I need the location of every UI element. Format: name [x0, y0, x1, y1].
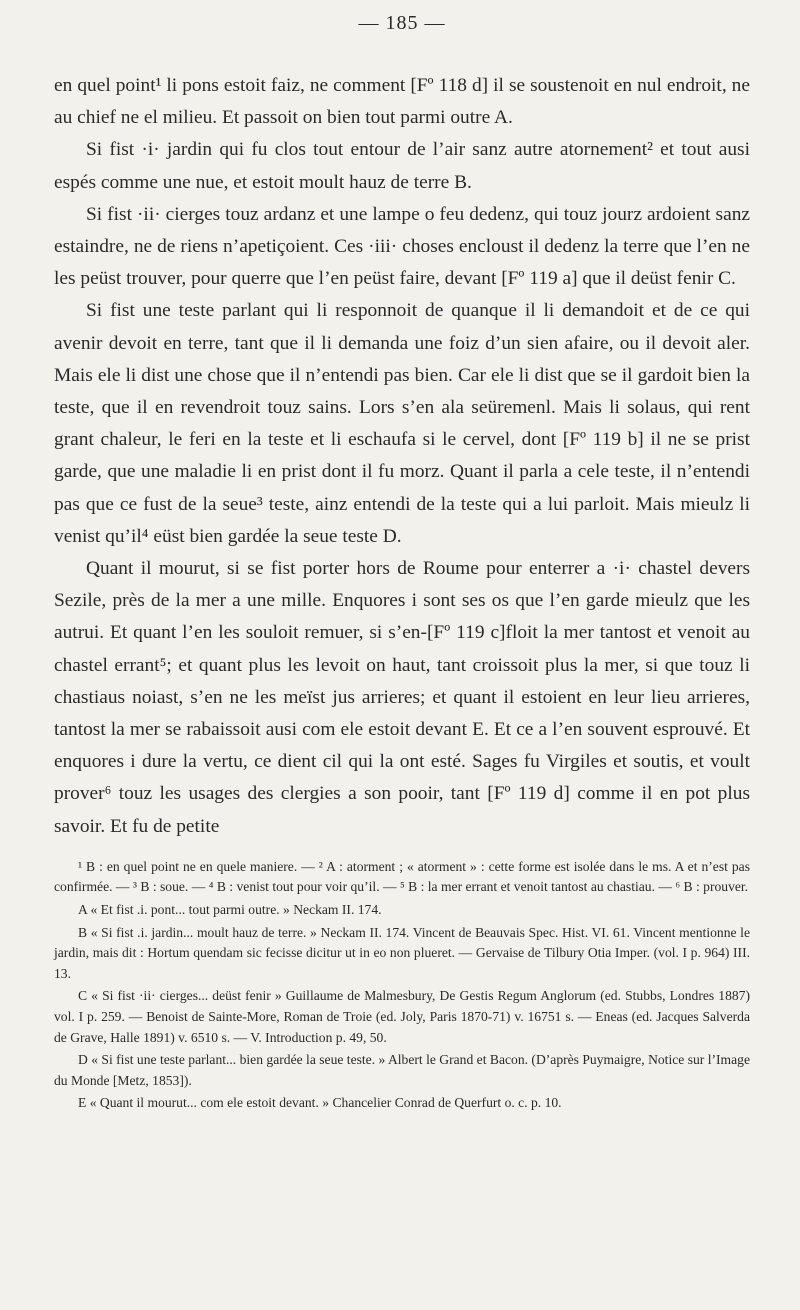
paragraph: Quant il mourut, si se fist porter hors de Roume pour enterrer a ·i· chastel devers Sezile, près de la mer a une mille. Enquores i sont ses os que l’en garde mieulz que les autrui. Et quant l’en les souloit remuer, si s’en-[Fº 119 c]floit la mer tantost et venoit au chastel errant⁵; et quant plus les levoit on haut, tant croissoit plus la mer, si que touz li chastiaus noiast, s’en ne les meïst jus arrieres; et quant il estoient en leur lieu arrieres, tantost la mer se rabaissoit ausi com ele estoit devant E. Et ce a l’en souvent esprouvé. Et enquores i dure la vertu, ce dient cil qui la ont esté. Sages fu Virgiles et soutis, et voult prover⁶ touz les usages des clergies a son pooir, tant [Fº 119 d] comme il en pot plus savoir. Et fu de petite [54, 558, 750, 837]
footnote-source: B « Si fist .i. jardin... moult hauz de terre. » Neckam II. 174. Vincent de Beauvais Spec. Hist. VI. 61. Vincent mentionne le jardin, mais dit : Hortum quendam sic fecisse dicitur ut in eo non plueret. — Gervaise de Tilbury Otia Imper. (vol. I p. 964) III. 13. [54, 924, 750, 981]
footnote-variants: ¹ B : en quel point ne en quele maniere. — ² A : atorment ; « atorment » : cette forme est isolée dans le ms. A et n’est pas confirmée. — ³ B : soue. — ⁴ B : venist tout pour voir qu’il. — ⁵ B : la mer errant et venoit tantost au chastiau. — ⁶ B : prouver. [54, 858, 750, 895]
paragraph: Si fist une teste parlant qui li responnoit de quanque il li demandoit et de ce qui avenir devoit en terre, tant que il li demanda une foiz d’un sien afaire, ou il devoit aler. Mais ele li dist une chose que il n’entendi pas bien. Car ele li dist que se il gardoit bien la teste, que il en revendroit touz sains. Lors s’en ala seüremenl. Mais li solaus, qui rent grant chaleur, le feri en la teste et li eschaufa si le cervel, dont [Fº 119 b] il ne se prist garde, que une maladie li en prist dont il fu morz. Quant il parla a cele teste, il n’entendi pas que ce fust de la seue³ teste, ainz entendi de la teste qui a lui parloit. Mais mieulz li venist qu’il⁴ eüst bien gardée la seue teste D. [54, 300, 750, 547]
paragraph: en quel point¹ li pons estoit faiz, ne comment [Fº 118 d] il se soustenoit en nul endroit, ne au chief ne el milieu. Et passoit on bien tout parmi outre A. [54, 75, 750, 129]
footnote-source: D « Si fist une teste parlant... bien gardée la seue teste. » Albert le Grand et Bacon. (D’après Puymaigre, Notice sur l’Image du Monde [Metz, 1853]). [54, 1052, 750, 1088]
main-text [54, 70, 750, 843]
footnote-source: C « Si fist ·ii· cierges... deüst fenir » Guillaume de Malmesbury, De Gestis Regum Anglorum (ed. Stubbs, Londres 1887) vol. I p. 259. — Benoist de Sainte-More, Roman de Troie (ed. Joly, Paris 1870-71) v. 16751 s. — Eneas (ed. Jacques Salverda de Grave, Halle 1891) v. 6510 s. — V. Introduction p. 49, 50. [54, 988, 750, 1045]
footnote-source: A « Et fist .i. pont... tout parmi outre. » Neckam II. 174. [78, 902, 382, 918]
footnotes [54, 857, 750, 1114]
paragraph: Si fist ·i· jardin qui fu clos tout entour de l’air sanz autre atornement² et tout ausi espés comme une nue, et estoit moult hauz de terre B. [54, 139, 750, 193]
paragraph: Si fist ·ii· cierges touz ardanz et une lampe o feu dedenz, qui touz jourz ardoient sanz estaindre, ne de riens n’apetiçoient. Ces ·iii· choses encloust il dedenz la terre que l’en ne les peüst trouver, pour querre que l’en peüst faire, devant [Fº 119 a] que il deüst fenir C. [54, 203, 750, 290]
footnote-source: E « Quant il mourut... com ele estoit devant. » Chancelier Conrad de Querfurt o. c. p. 10. [78, 1095, 562, 1111]
page-number: — 185 — [358, 12, 446, 34]
